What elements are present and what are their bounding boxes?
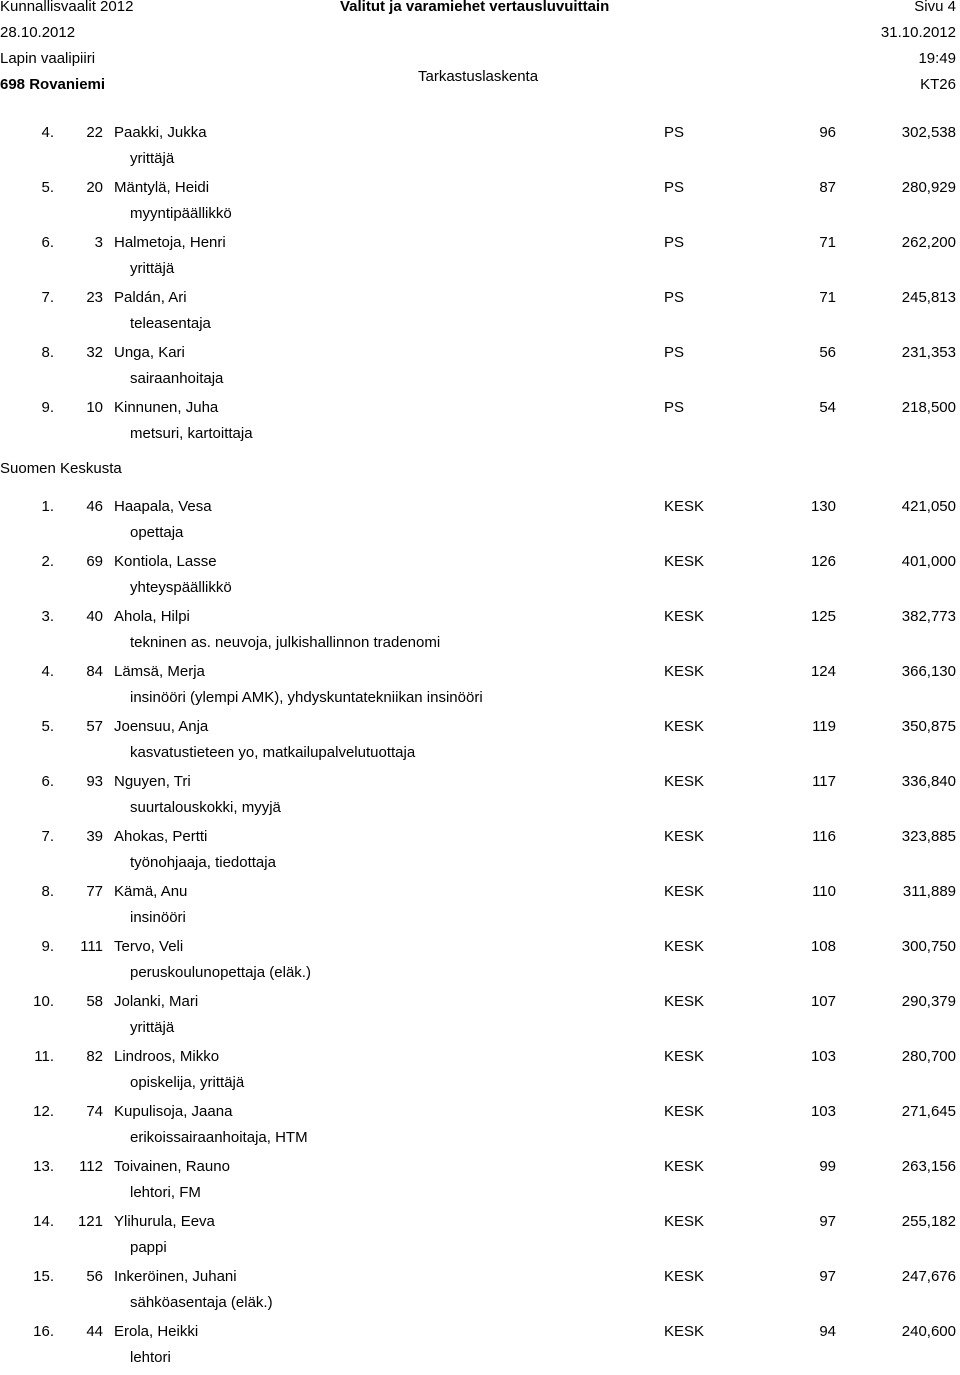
candidate-row — [0, 663, 960, 715]
candidate-name: Lindroos, Mikko — [114, 1048, 220, 1065]
candidate-votes: 54 — [819, 399, 836, 416]
candidate-occupation: kasvatustieteen yo, matkailupalvelutuottaja — [130, 744, 416, 761]
candidate-rank: 11. — [34, 1048, 54, 1065]
comparison-number: 401,000 — [901, 553, 956, 570]
candidate-occupation: metsuri, kartoittaja — [130, 425, 253, 442]
candidate-number: 77 — [86, 883, 103, 900]
comparison-number: 240,600 — [901, 1323, 956, 1340]
candidate-rank: 5. — [41, 718, 54, 735]
candidate-name: Kupulisoja, Jaana — [114, 1103, 233, 1120]
candidate-row — [0, 1268, 960, 1320]
candidate-name: Erola, Heikki — [114, 1323, 199, 1340]
candidate-party: PS — [664, 124, 685, 141]
candidate-name: Toivainen, Rauno — [114, 1158, 230, 1175]
candidate-number: 121 — [77, 1213, 103, 1230]
comparison-number: 323,885 — [901, 828, 956, 845]
candidate-rank: 6. — [41, 234, 54, 251]
page-title: Valitut ja varamiehet vertausluvuittain — [340, 0, 610, 15]
comparison-number: 262,200 — [901, 234, 956, 251]
candidate-party: PS — [664, 289, 685, 306]
candidate-name: Paldán, Ari — [114, 289, 187, 306]
candidate-row — [0, 1048, 960, 1100]
candidate-number: 10 — [86, 399, 103, 416]
candidate-occupation: tekninen as. neuvoja, julkishallinnon tradenomi — [130, 634, 441, 651]
candidate-party: KESK — [664, 1323, 705, 1340]
candidate-rank: 16. — [33, 1323, 54, 1340]
candidate-votes: 130 — [810, 498, 836, 515]
candidate-number: 82 — [86, 1048, 103, 1065]
date-right: 31.10.2012 — [880, 24, 956, 41]
candidate-number: 39 — [86, 828, 103, 845]
candidate-votes: 99 — [819, 1158, 836, 1175]
candidate-occupation: työnohjaaja, tiedottaja — [130, 854, 276, 871]
candidate-party: PS — [664, 344, 685, 361]
candidate-occupation: insinööri — [130, 909, 186, 926]
candidate-number: 112 — [79, 1158, 103, 1175]
candidate-occupation: opettaja — [130, 524, 184, 541]
candidate-name: Joensuu, Anja — [114, 718, 209, 735]
candidate-number: 40 — [86, 608, 103, 625]
candidate-row — [0, 399, 960, 451]
candidate-rank: 5. — [41, 179, 54, 196]
candidate-row — [0, 498, 960, 550]
comparison-number: 263,156 — [901, 1158, 956, 1175]
candidate-rank: 10. — [33, 993, 54, 1010]
candidate-number: 93 — [86, 773, 103, 790]
date-left: 28.10.2012 — [0, 24, 76, 41]
candidate-rank: 2. — [41, 553, 54, 570]
candidate-rank: 13. — [33, 1158, 54, 1175]
candidate-name: Kontiola, Lasse — [114, 553, 217, 570]
candidate-row — [0, 289, 960, 341]
candidate-row — [0, 344, 960, 396]
comparison-number: 302,538 — [901, 124, 956, 141]
candidate-row — [0, 993, 960, 1045]
candidate-name: Mäntylä, Heidi — [114, 179, 210, 196]
comparison-number: 300,750 — [901, 938, 956, 955]
candidate-rank: 9. — [41, 938, 54, 955]
candidate-rank: 8. — [41, 883, 54, 900]
candidate-occupation: peruskoulunopettaja (eläk.) — [130, 964, 311, 981]
candidate-votes: 71 — [819, 234, 836, 251]
candidate-occupation: yrittäjä — [130, 1019, 175, 1036]
candidate-number: 58 — [86, 993, 103, 1010]
candidate-occupation: pappi — [130, 1239, 167, 1256]
candidate-occupation: yrittäjä — [130, 260, 175, 277]
candidate-party: KESK — [664, 608, 705, 625]
candidate-occupation: sairaanhoitaja — [130, 370, 224, 387]
candidate-occupation: lehtori, FM — [130, 1184, 201, 1201]
candidate-row — [0, 718, 960, 770]
candidate-row — [0, 883, 960, 935]
candidate-votes: 71 — [819, 289, 836, 306]
candidate-party: KESK — [664, 993, 705, 1010]
candidate-name: Tervo, Veli — [114, 938, 184, 955]
candidate-party: KESK — [664, 1268, 705, 1285]
comparison-number: 218,500 — [901, 399, 956, 416]
candidate-rank: 15. — [33, 1268, 54, 1285]
page-number: Sivu 4 — [914, 0, 956, 15]
comparison-number: 245,813 — [901, 289, 956, 306]
candidate-name: Paakki, Jukka — [114, 124, 207, 141]
candidate-row — [0, 773, 960, 825]
candidate-party: KESK — [664, 1158, 705, 1175]
candidate-name: Kämä, Anu — [114, 883, 188, 900]
candidate-number: 69 — [86, 553, 103, 570]
candidate-number: 46 — [86, 498, 103, 515]
candidate-name: Lämsä, Merja — [114, 663, 205, 680]
candidate-occupation: yhteyspäällikkö — [130, 579, 232, 596]
candidate-occupation: opiskelija, yrittäjä — [130, 1074, 245, 1091]
candidate-party: KESK — [664, 883, 705, 900]
candidate-row — [0, 608, 960, 660]
candidate-row — [0, 234, 960, 286]
candidate-row — [0, 1213, 960, 1265]
candidate-row — [0, 1323, 960, 1375]
candidate-votes: 117 — [812, 773, 836, 790]
candidate-rank: 7. — [41, 828, 54, 845]
party-group-title: Suomen Keskusta — [0, 460, 122, 477]
candidate-votes: 97 — [819, 1213, 836, 1230]
candidate-row — [0, 1103, 960, 1155]
comparison-number: 255,182 — [901, 1213, 956, 1230]
candidate-number: 84 — [86, 663, 103, 680]
candidate-row — [0, 124, 960, 176]
candidate-rank: 6. — [41, 773, 54, 790]
candidate-rank: 12. — [33, 1103, 54, 1120]
candidate-party: KESK — [664, 773, 705, 790]
candidate-party: KESK — [664, 553, 705, 570]
comparison-number: 280,929 — [901, 179, 956, 196]
comparison-number: 421,050 — [901, 498, 956, 515]
candidate-rank: 3. — [41, 608, 54, 625]
candidate-party: KESK — [664, 718, 705, 735]
candidate-name: Ahola, Hilpi — [114, 608, 190, 625]
page-subtitle: Tarkastuslaskenta — [418, 68, 539, 85]
candidate-name: Inkeröinen, Juhani — [114, 1268, 237, 1285]
candidate-number: 111 — [80, 938, 103, 955]
candidate-number: 74 — [86, 1103, 103, 1120]
candidate-number: 57 — [86, 718, 103, 735]
comparison-number: 247,676 — [901, 1268, 956, 1285]
candidate-occupation: teleasentaja — [130, 315, 211, 332]
candidate-occupation: erikoissairaanhoitaja, HTM — [130, 1129, 308, 1146]
candidate-occupation: insinööri (ylempi AMK), yhdyskuntatekniikan insinööri — [130, 689, 483, 706]
comparison-number: 290,379 — [901, 993, 956, 1010]
candidate-party: KESK — [664, 828, 705, 845]
comparison-number: 271,645 — [901, 1103, 956, 1120]
candidate-row — [0, 938, 960, 990]
candidate-occupation: myyntipäällikkö — [130, 205, 232, 222]
candidate-row — [0, 1158, 960, 1210]
time: 19:49 — [918, 50, 956, 67]
candidate-votes: 107 — [810, 993, 836, 1010]
candidate-occupation: yrittäjä — [130, 150, 175, 167]
candidate-votes: 119 — [812, 718, 836, 735]
candidate-votes: 96 — [819, 124, 836, 141]
candidate-number: 3 — [94, 234, 103, 251]
candidate-row — [0, 179, 960, 231]
candidate-name: Haapala, Vesa — [114, 498, 212, 515]
candidate-votes: 116 — [812, 828, 836, 845]
candidate-rank: 4. — [41, 663, 54, 680]
candidate-party: KESK — [664, 663, 705, 680]
candidate-party: PS — [664, 234, 685, 251]
candidate-name: Nguyen, Tri — [114, 773, 191, 790]
candidate-rank: 8. — [41, 344, 54, 361]
candidate-votes: 103 — [810, 1103, 836, 1120]
candidate-rank: 7. — [41, 289, 54, 306]
candidate-occupation: lehtori — [130, 1349, 171, 1366]
candidate-number: 44 — [86, 1323, 103, 1340]
candidate-party: KESK — [664, 1048, 705, 1065]
candidate-votes: 108 — [810, 938, 836, 955]
comparison-number: 382,773 — [901, 608, 956, 625]
candidate-votes: 87 — [819, 179, 836, 196]
candidate-votes: 126 — [810, 553, 836, 570]
candidate-name: Unga, Kari — [114, 344, 185, 361]
report-code: KT26 — [920, 76, 956, 93]
candidate-row — [0, 553, 960, 605]
candidate-votes: 124 — [810, 663, 836, 680]
candidate-votes: 97 — [819, 1268, 836, 1285]
candidate-rank: 9. — [41, 399, 54, 416]
candidate-party: PS — [664, 179, 685, 196]
candidate-occupation: sähköasentaja (eläk.) — [130, 1294, 273, 1311]
candidate-number: 20 — [86, 179, 103, 196]
candidate-name: Halmetoja, Henri — [114, 234, 226, 251]
election-name: Kunnallisvaalit 2012 — [0, 0, 134, 15]
candidate-number: 56 — [86, 1268, 103, 1285]
candidate-name: Jolanki, Mari — [114, 993, 199, 1010]
comparison-number: 231,353 — [901, 344, 956, 361]
candidate-rank: 14. — [33, 1213, 54, 1230]
candidate-party: KESK — [664, 1213, 705, 1230]
candidate-name: Ylihurula, Eeva — [114, 1213, 215, 1230]
candidate-name: Kinnunen, Juha — [114, 399, 219, 416]
candidate-number: 23 — [86, 289, 103, 306]
district-name: Lapin vaalipiiri — [0, 50, 96, 67]
comparison-number: 366,130 — [901, 663, 956, 680]
candidate-votes: 56 — [819, 344, 836, 361]
comparison-number: 280,700 — [901, 1048, 956, 1065]
candidate-party: KESK — [664, 938, 705, 955]
candidate-votes: 94 — [819, 1323, 836, 1340]
candidate-number: 22 — [86, 124, 103, 141]
candidate-name: Ahokas, Pertti — [114, 828, 208, 845]
candidate-row — [0, 828, 960, 880]
candidate-number: 32 — [86, 344, 103, 361]
candidate-votes: 103 — [810, 1048, 836, 1065]
comparison-number: 311,889 — [902, 883, 956, 900]
candidate-party: KESK — [664, 1103, 705, 1120]
candidate-party: PS — [664, 399, 685, 416]
municipality-name: 698 Rovaniemi — [0, 76, 106, 93]
candidate-occupation: suurtalouskokki, myyjä — [130, 799, 281, 816]
comparison-number: 336,840 — [901, 773, 956, 790]
candidate-rank: 1. — [41, 498, 54, 515]
comparison-number: 350,875 — [901, 718, 956, 735]
candidate-party: KESK — [664, 498, 705, 515]
candidate-rank: 4. — [41, 124, 54, 141]
candidate-votes: 125 — [810, 608, 836, 625]
candidate-votes: 110 — [812, 883, 836, 900]
